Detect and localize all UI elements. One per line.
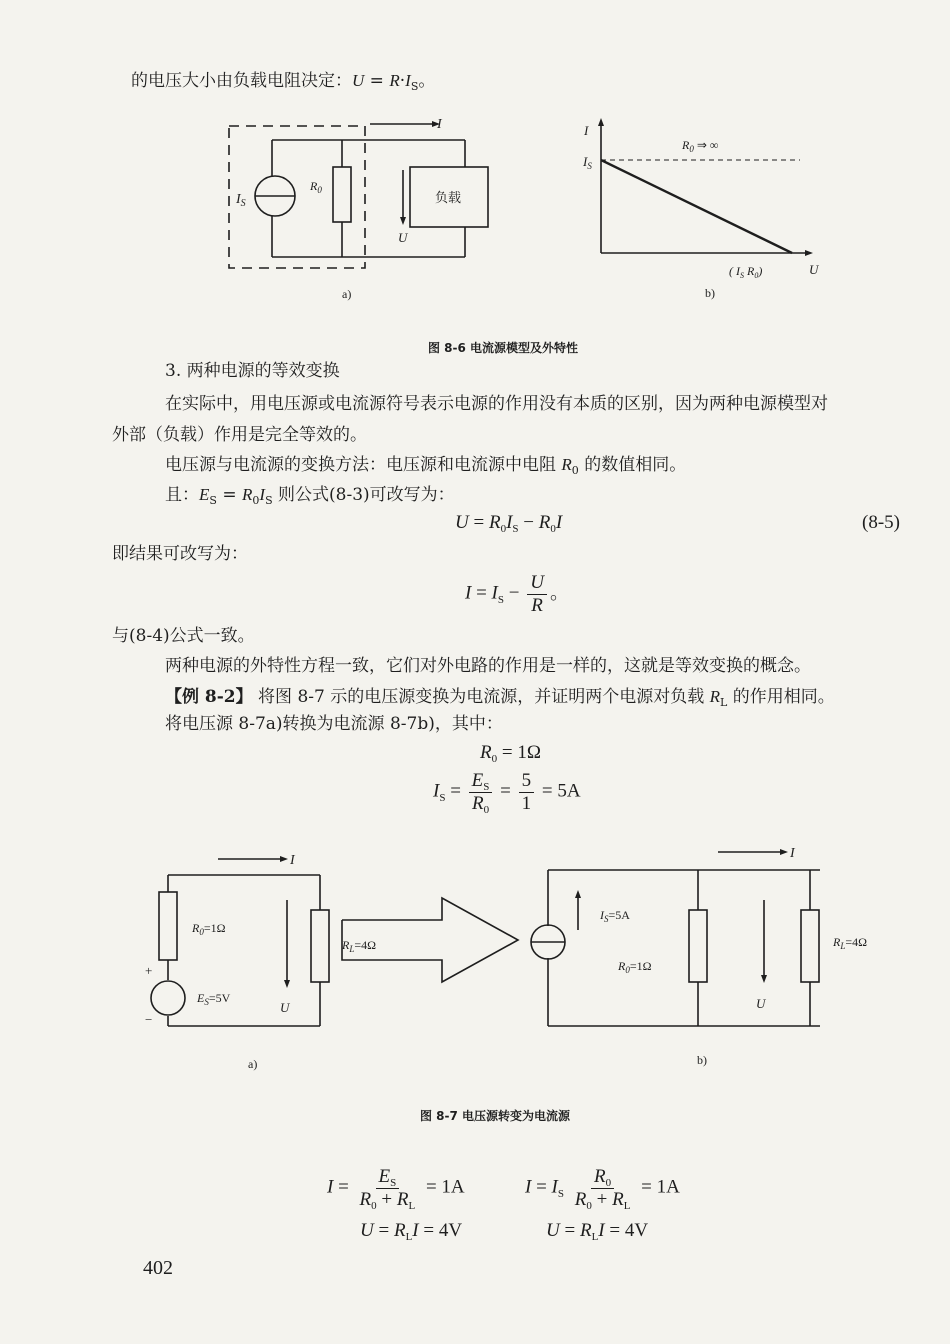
svg-text:−: − xyxy=(145,1012,153,1027)
svg-text:RL=4Ω: $R_L=4\Omega$ xyxy=(342,938,377,954)
voltage-source-icon xyxy=(151,981,185,1015)
rl-resistor-a xyxy=(311,910,329,982)
svg-text:IS: $I_S$ xyxy=(583,154,592,171)
paragraph-3: 且：$E_S = R_0I_S$ 则公式(8-3)可改写为： xyxy=(165,485,455,507)
paragraph-1-line-2: 外部（负载）作用是完全等效的。 xyxy=(112,425,367,445)
rl-resistor-b xyxy=(801,910,819,982)
paragraph-4: 两种电源的外特性方程一致，它们对外电路的作用是一样的，这就是等效变换的概念。 xyxy=(165,656,811,676)
svg-text:U: U xyxy=(756,996,766,1011)
characteristic-line xyxy=(601,160,792,253)
is-arrow-icon xyxy=(575,890,581,898)
svg-text:RL=4Ω: $R_L=4\Omega$ xyxy=(833,935,868,951)
svg-text:IS: $I_S$ xyxy=(236,192,246,209)
section-title: 3. 两种电源的等效变换 xyxy=(165,361,340,381)
current-arrow-b-icon xyxy=(780,849,788,855)
voltage-arrow-a-icon xyxy=(284,980,290,988)
figure-8-6b-label: b) xyxy=(705,286,715,300)
figure-8-7-caption: 图 8-7 电压源转变为电流源 xyxy=(420,1109,571,1123)
load-label: 负载 xyxy=(435,190,462,205)
paragraph-2: 电压源与电流源的变换方法：电压源和电流源中电阻 $R_0$ 的数值相同。 xyxy=(165,455,687,477)
svg-text:U: U xyxy=(809,262,819,277)
example-line: 【例 8-2】 将图 8-7 示的电压源变换为电流源，并证明两个电源对负载 $R_L$ 的作用相同。 xyxy=(165,687,835,709)
x-axis-arrow-icon xyxy=(805,250,813,256)
r0-resistor-a xyxy=(159,892,177,960)
svg-text:I: I xyxy=(584,123,589,138)
r0-resistor xyxy=(333,167,351,222)
equation-number: (8-5) xyxy=(862,512,900,533)
intro-text: 的电压大小由负载电阻决定： xyxy=(131,71,352,91)
svg-text:R0 ⇒ ∞: $R_0$ ⇒ ∞ xyxy=(682,138,719,154)
r0-value: $R_0 = 1\Omega$ xyxy=(480,742,541,765)
voltage-arrow-b-icon xyxy=(761,975,767,983)
figure-8-6-caption: 图 8-6 电流源模型及外特性 xyxy=(428,341,579,355)
page-number: 402 xyxy=(143,1257,173,1279)
svg-text:R0: $R_0$ xyxy=(310,179,322,195)
result-line: 即结果可改写为： xyxy=(112,544,248,564)
final-eq-left-1: I = $\frac{E_S}{R_0 + R_L}$ = 1A xyxy=(327,1166,465,1212)
svg-text:U: U xyxy=(398,230,408,245)
final-eq-right-2: $U = R_LI = 4V$ xyxy=(546,1220,649,1243)
consistent-line: 与(8-4)公式一致。 xyxy=(112,626,255,646)
intro-line: 的电压大小由负载电阻决定：$U = R\cdot I_S$。 xyxy=(131,71,436,93)
figure-8-7b-label: b) xyxy=(697,1053,707,1067)
is-value: $I_S$ = $\frac{E_S}{R_0}$ = $\frac{5}{1}$ = 5A xyxy=(433,770,581,816)
final-eq-right-1: $I = I_S$ $\frac{R_0}{R_0 + R_L}$ = 1A xyxy=(525,1166,680,1212)
example-tag: 【例 8-2】 xyxy=(165,687,253,707)
paragraph-1-line-1: 在实际中，用电压源或电流源符号表示电源的作用没有本质的区别，因为两种电源模型对 xyxy=(165,394,828,414)
svg-text:I: I xyxy=(290,853,295,868)
svg-text:+: + xyxy=(145,963,153,978)
equation-8-5: $U = R_0I_S - R_0I$ xyxy=(455,512,563,535)
svg-text:( IS R0): ( $I_S$ $R_0$) xyxy=(729,264,763,280)
figure-8-7a-label: a) xyxy=(248,1057,258,1071)
equation-current: $I = I_S$ − $\frac{U}{R}$ 。 xyxy=(465,572,569,616)
svg-text:R0=1Ω: $R_0=1\Omega$ xyxy=(618,959,652,975)
svg-text:R0=1Ω: $R_0=1\Omega$ xyxy=(192,921,226,937)
svg-text:I: I xyxy=(790,846,795,861)
voltage-arrow-icon xyxy=(400,217,406,225)
svg-text:U: U xyxy=(280,1000,290,1015)
current-arrow-a-icon xyxy=(280,856,288,862)
svg-text:IS=5A: $I_S=5A$ xyxy=(600,908,630,924)
source-dashed-box xyxy=(229,126,365,268)
figure-8-6 xyxy=(200,112,820,312)
svg-text:ES=5V: $E_S=5V$ xyxy=(197,991,231,1007)
final-eq-left-2: $U = R_LI = 4V$ xyxy=(360,1220,463,1243)
figure-8-6a-label: a) xyxy=(342,287,352,301)
y-axis-arrow-icon xyxy=(598,118,604,126)
r0-resistor-b xyxy=(689,910,707,982)
figure-8-7 xyxy=(130,840,880,1080)
convert-line: 将电压源 8-7a)转换为电流源 8-7b)，其中： xyxy=(165,714,503,734)
label-i: I xyxy=(437,117,442,132)
